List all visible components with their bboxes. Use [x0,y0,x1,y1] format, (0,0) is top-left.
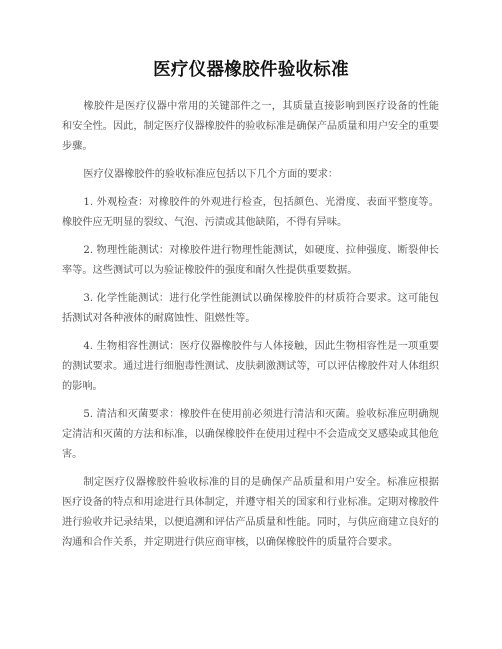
list-item-continuation: 率等。这些测试可以为验证橡胶件的强度和耐久性提供重要数据。 [62,265,358,276]
document-title: 医疗仪器橡胶件验收标准 [153,60,349,80]
list-item [62,337,439,397]
paragraph-intro: 橡胶件是医疗仪器中常用的关键部件之一，其质量直接影响到医疗设备的性能和安全性。因此，制定医疗仪器橡胶件的验收标准是确保产品质量和用户安全的重要步骤。 [62,101,439,152]
list-item-first-line: 1. 外观检查：对橡胶件的外观进行检查，包括颜色、光滑度、表面平整度等。 [83,197,439,208]
list-item-first-line: 2. 物理性能测试：对橡胶件进行物理性能测试，如硬度、拉伸强度、断裂伸长 [83,245,439,256]
list-item-continuation: 定清洁和灭菌的方法和标准，以确保橡胶件在使用过程中不会造成交叉感染或其他危害。 [62,429,439,460]
list-item-first-line: 4. 生物相容性测试：医疗仪器橡胶件与人体接触，因此生物相容性是一项重要 [83,341,439,352]
list-item [62,289,439,329]
paragraph-requirements-lead: 医疗仪器橡胶件的验收标准应包括以下几个方面的要求： [83,169,339,180]
list-item-continuation: 的测试要求。通过进行细胞毒性测试、皮肤刺激测试等，可以评估橡胶件对人体组织的影响。 [62,361,439,392]
list-item [62,193,439,233]
list-item [62,405,439,465]
list-item-first-line: 3. 化学性能测试：进行化学性能测试以确保橡胶件的材质符合要求。这可能包 [83,293,439,304]
document-body [62,97,439,561]
list-item-continuation: 括测试对各种液体的耐腐蚀性、阻燃性等。 [62,313,256,324]
list-item [62,241,439,281]
list-item-first-line: 5. 清洁和灭菌要求：橡胶件在使用前必须进行清洁和灭菌。验收标准应明确规 [83,409,439,420]
list-item-continuation: 橡胶件应无明显的裂纹、气泡、污渍或其他缺陷，不得有异味。 [62,217,348,228]
paragraph-conclusion: 制定医疗仪器橡胶件验收标准的目的是确保产品质量和用户安全。标准应根据医疗设备的特点和用途进行具体制定，并遵守相关的国家和行业标准。定期对橡胶件进行验收并记录结果，以便追溯和评估产品质量和性能。同时，与供应商建立良好的沟通和合作关系，并定期进行供应商审核，以确保橡胶件的质量符合要求。 [62,477,439,548]
